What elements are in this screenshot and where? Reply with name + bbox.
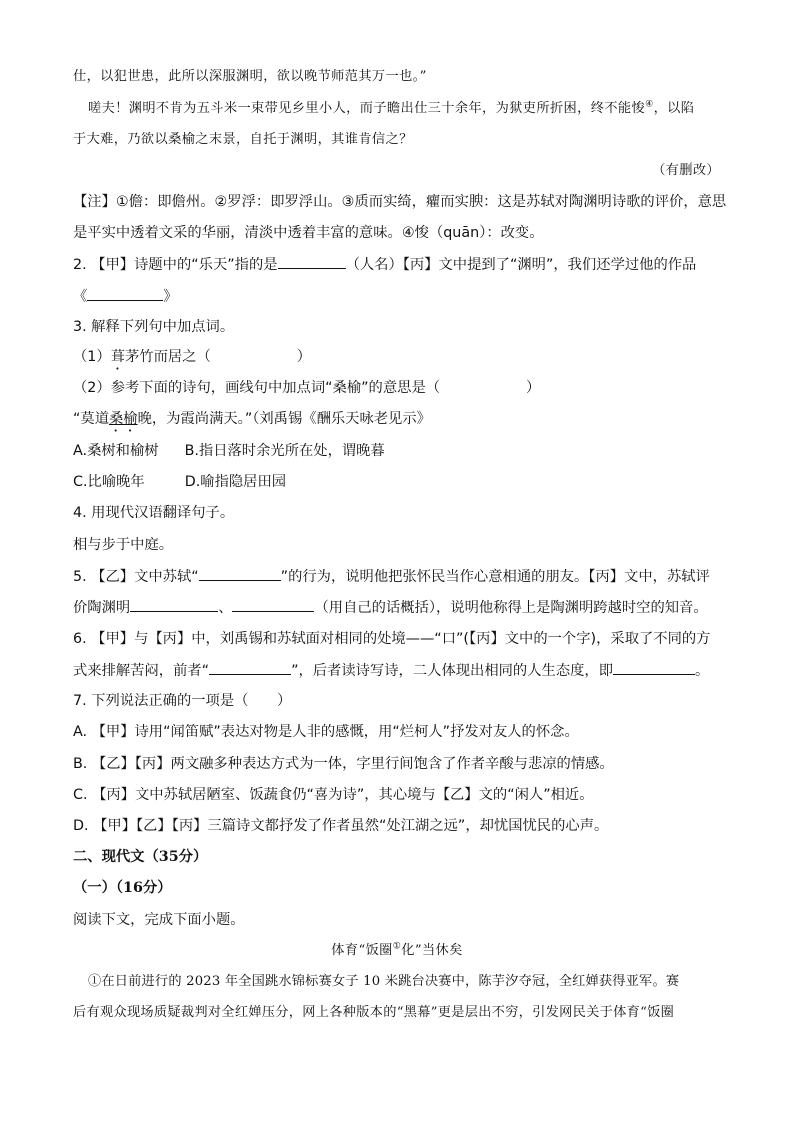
question-6-cont: 式来排解苦闷，前者“ ”，后者读诗写诗，二人体现出相同的人生态度，即 。: [73, 660, 723, 681]
answer-blank[interactable]: [87, 286, 163, 301]
option-c[interactable]: C. 【丙】文中苏轼居陋室、饭蔬食仍“喜为诗”，其心境与【乙】文的“闲人”相近。: [73, 787, 594, 803]
answer-blank[interactable]: [278, 254, 346, 269]
annotation-line: 是平实中透着文采的华丽，清淡中透着丰富的意味。④悛（quān）：改变。: [73, 225, 544, 241]
option-b[interactable]: B.指日落时余光所在处，谓晚暮: [184, 443, 385, 459]
question-3-item-1: （1）葺茅竹而居之（ ）: [73, 349, 312, 365]
dotted-word: 葺: [110, 349, 125, 365]
source-note: （有删改）: [652, 163, 720, 178]
passage-line: 仕，以犯世患，此所以深服渊明，欲以晚节师范其万一也。”: [73, 69, 427, 84]
question-2: 2. 【甲】诗题中的“乐天”指的是 （人名）【丙】文中提到了“渊明”，我们还学过他的作品: [73, 254, 723, 275]
article-paragraph-line: ①在日前进行的 2023 年全国跳水锦标赛女子 10 米跳台决赛中，陈芋汐夺冠，全红婵获得亚军。赛: [88, 974, 680, 989]
question-7-title: 7. 下列说法正确的一项是（ ）: [73, 693, 292, 709]
note-marker: ①: [392, 941, 402, 952]
answer-blank[interactable]: [209, 660, 291, 675]
answer-blank[interactable]: [199, 566, 281, 581]
option-a[interactable]: A. 【甲】诗用“闻笛赋”表达对物是人非的感慨，用“烂柯人”抒发对友人的怀念。: [73, 724, 579, 740]
passage-line: 嗟夫！渊明不肯为五斗米一束带见乡里小人，而子瞻出仕三十余年，为狱吏所折困，终不能悛④，以陷: [88, 99, 695, 116]
instruction: 阅读下文，完成下面小题。: [73, 912, 245, 928]
question-3-title: 3. 解释下列句中加点词。: [73, 319, 235, 335]
question-6: 6. 【甲】与【丙】中，刘禹锡和苏轼面对相同的处境——“口”(【丙】文中的一个字)，采取了不同的方: [73, 631, 711, 647]
option-d[interactable]: D. 【甲】【乙】【丙】三篇诗文都抒发了作者虽然“处江湖之远”，却忧国忧民的心声。: [73, 818, 609, 834]
question-3-item-2: （2）参考下面的诗句，画线句中加点词“桑榆”的意思是（ ）: [73, 380, 541, 396]
dotted-word: 桑榆: [109, 411, 138, 427]
note-marker: ④: [645, 99, 654, 110]
question-2-work: 《 》: [73, 286, 723, 307]
answer-blank[interactable]: [613, 660, 695, 675]
question-4-sentence: 相与步于中庭。: [73, 537, 174, 553]
section-heading: 二、现代文（35分）: [73, 849, 208, 865]
question-5-cont: 价陶渊明 、 （用自己的话概括），说明他称得上是陶渊明跨越时空的知音。: [73, 597, 723, 618]
option-c[interactable]: C.比喻晚年: [73, 474, 145, 490]
answer-blank[interactable]: [232, 597, 314, 612]
question-5: 5. 【乙】文中苏轼“ ”的行为，说明他把张怀民当作心意相通的朋友。【丙】文中，苏轼评: [73, 566, 723, 587]
answer-blank[interactable]: [130, 597, 218, 612]
article-title: 体育“饭圈①化”当休矣: [331, 941, 463, 958]
annotation-line: 【注】①儋：即儋州。②罗浮：即罗浮山。③质而实绮，癯而实腴：这是苏轼对陶渊明诗歌的评价，意思: [73, 194, 727, 210]
passage-line: 于大难，乃欲以桑榆之末景，自托于渊明，其谁肯信之？: [73, 132, 413, 147]
question-4-title: 4. 用现代汉语翻译句子。: [73, 505, 235, 521]
option-b[interactable]: B. 【乙】【丙】两文融多种表达方式为一体，字里行间饱含了作者辛酸与悲凉的情感。: [73, 756, 614, 772]
option-a[interactable]: A.桑树和榆树: [73, 443, 159, 459]
options-row: [73, 441, 723, 461]
subsection-heading: （一）（16分）: [73, 880, 172, 896]
poem-quote: “莫道桑榆晚，为霞尚满天。”（刘禹锡《酬乐天咏老见示》: [73, 411, 431, 427]
option-d[interactable]: D.喻指隐居田园: [184, 474, 287, 490]
options-row: [73, 472, 723, 492]
article-paragraph-line: 后有观众现场质疑裁判对全红婵压分，网上各种版本的“黑幕”更是层出不穷，引发网民关于体育“饭圈: [73, 1005, 675, 1020]
